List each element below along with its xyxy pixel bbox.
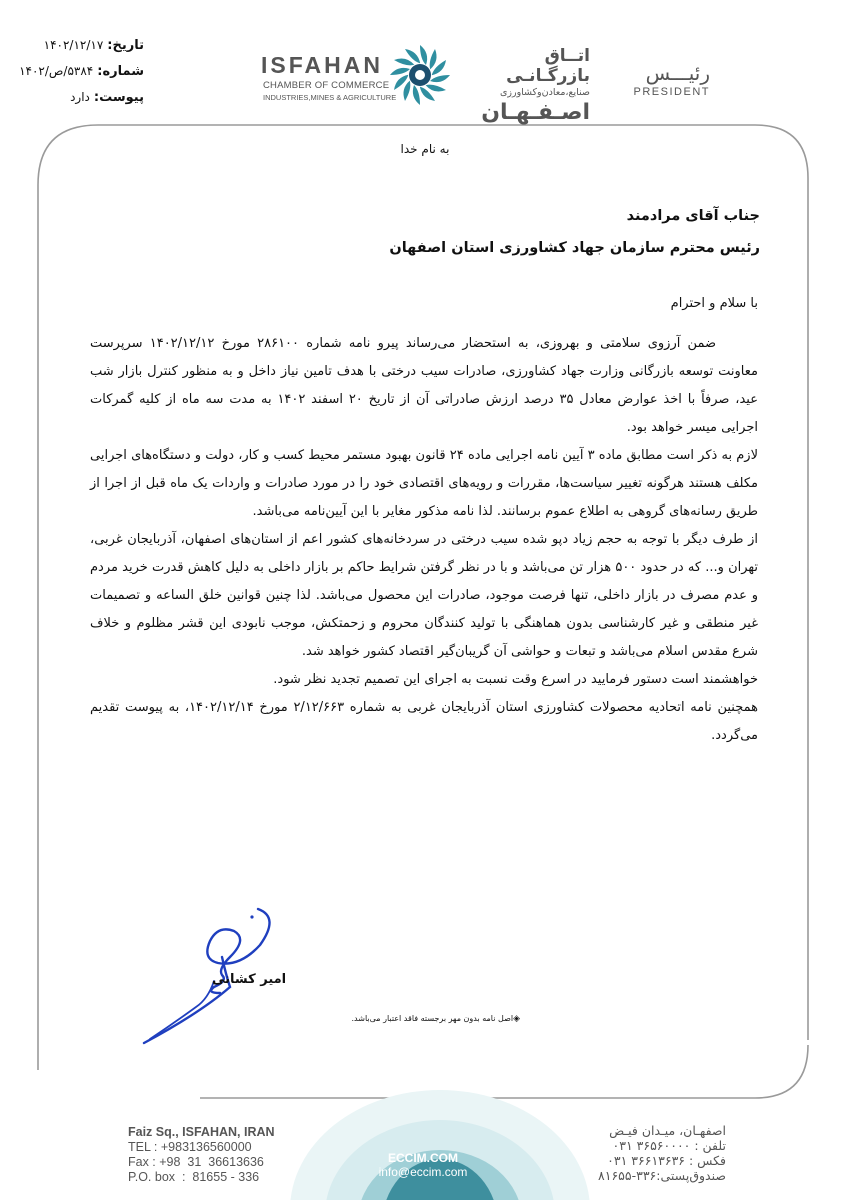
meta-attachment-label: پیوست: (93, 90, 144, 105)
meta-number-value: ۵۳۸۴/ص/۱۴۰۲ (19, 64, 94, 78)
footer-contact-english (128, 1125, 275, 1185)
recipient-title: رئیس محترم سازمان جهاد کشاورزی استان اصفهان (389, 240, 760, 256)
body-paragraph-2: لازم به ذکر است مطابق ماده ۳ آیین نامه اجرایی ماده ۲۴ قانون بهبود مستمر محیط کسب و کار، دولت و دستگاه‌های اجرایی مکلف هستند هرگونه تغییر سیاست‌ها، مقررات و رویه‌های اقتصادی خود را در مورد صادرات و واردات یک ماه قبل از اجرا از طریق رسانه‌های گروهی به اطلاع عموم برسانند. لذا نامه مذکور مغایر با این آیین‌نامه می‌باشد. (90, 448, 758, 519)
letter-meta-block (14, 38, 144, 116)
footer-tel-en: TEL : +983136560000 (128, 1140, 252, 1154)
chamber-logo (255, 40, 615, 125)
body-paragraph-4: خواهشمند است دستور فرمایید در اسرع وقت نسبت به اجرای این تصمیم تجدید نظر شود. (273, 672, 758, 687)
footer-tel-fa: تلفن : ۳۶۵۶۰۰۰۰ ۰۳۱ (612, 1138, 726, 1153)
letter-body (90, 290, 758, 750)
footer-address-en: Faiz Sq., ISFAHAN, IRAN (128, 1125, 275, 1139)
salutation: با سلام و احترام (670, 296, 758, 311)
president-fa-label: رئیـــس (645, 61, 710, 85)
logo-english-line1: CHAMBER OF COMMERCE (263, 80, 390, 91)
president-en-label: PRESIDENT (633, 86, 710, 98)
meta-date-label: تاریخ: (107, 38, 144, 53)
meta-date-value: ۱۴۰۲/۱۲/۱۷ (43, 38, 104, 52)
diamond-bullet-icon: ◈ (513, 1014, 520, 1024)
meta-date-row (14, 38, 144, 64)
meta-number-label: شماره: (97, 64, 144, 79)
body-paragraph-1: ضمن آرزوی سلامتی و بهروزی، به استحضار می‌رساند پیرو نامه شماره ۲۸۶۱۰۰ مورخ ۱۴۰۲/۱۲/۱۲ سرپرست معاونت توسعه بازرگانی وزارت جهاد کشاورزی، صادرات سیب درختی با هدف تامین نیاز داخل و به منظور کنترل بازار شب عید، صرفاً با اخذ عوارض معادل ۳۵ درصد ارزش صادراتی آن از تاریخ ۲۰ اسفند ۱۴۰۲ به مدت سه ماه از کلیه گمرکات اجرایی میسر خواهد بود. (90, 336, 758, 435)
meta-attachment-value: دارد (70, 90, 90, 104)
recipient-name: جناب آقای مرادمند (626, 208, 760, 224)
basmala-heading: به نام خدا (400, 142, 450, 156)
footer-fax-en: Fax : +98 31 36613636 (128, 1155, 264, 1169)
president-label (630, 60, 710, 98)
footer-website-link[interactable]: ECCIM.COM (388, 1151, 458, 1165)
logo-english-name: ISFAHAN (261, 52, 383, 78)
logo-english-line2: INDUSTRIES,MINES & AGRICULTURE (263, 93, 397, 102)
validity-note-text: اصل نامه بدون مهر برجسته فاقد اعتبار می‌باشد. (351, 1014, 514, 1023)
validity-note (340, 1014, 520, 1024)
footer-pobox-en: P.O. box : 81655 - 336 (128, 1170, 260, 1184)
footer-email-link[interactable]: info@eccim.com (378, 1165, 468, 1179)
meta-attachment-row (14, 90, 144, 116)
body-paragraph-3: از طرف دیگر با توجه به حجم زیاد دپو شده سیب درختی در سردخانه‌های کشور اعم از استان‌های اصفهان، آذربایجان غربی، تهران و... که در حدود ۵۰۰ هزار تن می‌باشد و با در نظر گرفتن شرایط حاکم بر بازار داخلی به دلیل کاهش قدرت خرید مردم و عدم مصرف در بازار داخلی، تنها فرصت موجود، صادرات این محصول می‌باشد. لذا چنین قوانین خلق الساعه و تصمیمات غیر منطقی و غیر کارشناسی بدون هماهنگی با تولید کنندگان محروم و زحمتکش، موجب نابودی این قشر مظلوم و خلاف شرع مقدس اسلام می‌باشد و تبعات و حواشی آن گریبان‌گیر اقتصاد کشور خواهد شد. (90, 532, 759, 659)
footer-address-fa: اصفهـان، میـدان فیـض (609, 1123, 726, 1138)
body-paragraph-5: همچنین نامه اتحادیه محصولات کشاورزی استان آذربایجان غربی به شماره ۲/۱۲/۶۶۳ مورخ ۱۴۰۲/۱۲/۱۴، به پیوست تقدیم می‌گردد. (90, 700, 758, 743)
footer-fax-fa: فکس : ۳۶۶۱۳۶۳۶ ۰۳۱ (607, 1153, 726, 1168)
footer-web-contact (368, 1152, 478, 1179)
footer-contact-persian (576, 1123, 726, 1183)
recipient-block (160, 200, 760, 264)
chamber-emblem-icon (387, 42, 453, 108)
footer-pobox-fa: صندوق‌پستی:۳۳۶-۸۱۶۵۵ (598, 1168, 726, 1183)
logo-persian-name: اتــاق بازرگـانـی صنایع،معادن‌وکشاورزی اصـفـهـان (481, 46, 590, 125)
signatory-name: امیر کشانی (212, 972, 287, 987)
meta-number-row (14, 64, 144, 90)
